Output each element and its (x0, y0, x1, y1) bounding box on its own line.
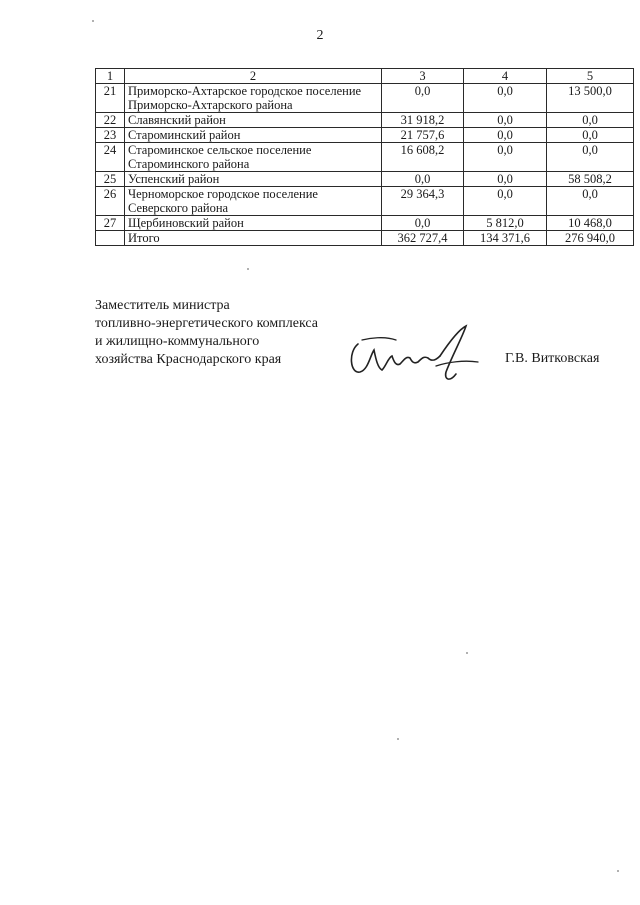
row-value-3: 0,0 (382, 84, 464, 113)
table-row (96, 216, 634, 231)
table-row (96, 113, 634, 128)
row-name-line: Староминский район (128, 128, 241, 142)
row-number: 22 (96, 113, 125, 128)
row-value-3: 0,0 (382, 216, 464, 231)
row-value-4: 0,0 (464, 84, 547, 113)
header-col-2: 2 (125, 69, 382, 84)
row-number: 26 (96, 187, 125, 216)
header-col-3: 3 (382, 69, 464, 84)
row-value-4: 5 812,0 (464, 216, 547, 231)
row-value-3: 16 608,2 (382, 143, 464, 172)
header-col-1: 1 (96, 69, 125, 84)
scan-speck (397, 738, 399, 740)
row-name-line: Славянский район (128, 113, 226, 127)
row-name (125, 187, 382, 216)
row-value-4: 0,0 (464, 143, 547, 172)
row-value-5: 0,0 (547, 187, 634, 216)
table-total-row (96, 231, 634, 246)
row-value-5: 13 500,0 (547, 84, 634, 113)
table-row (96, 128, 634, 143)
row-value-5: 58 508,2 (547, 172, 634, 187)
scan-speck (617, 870, 619, 872)
handwritten-signature (340, 322, 490, 392)
signatory-title-line: топливно-энергетического комплекса (95, 316, 318, 331)
row-value-5: 0,0 (547, 128, 634, 143)
row-name-line: Староминское сельское поселение (128, 143, 312, 157)
row-value-3: 21 757,6 (382, 128, 464, 143)
signatory-title (95, 297, 318, 369)
scan-speck (466, 652, 468, 654)
row-name-line: Успенский район (128, 172, 220, 186)
table-header-row (96, 69, 634, 84)
row-name (125, 113, 382, 128)
total-value-3: 362 727,4 (382, 231, 464, 246)
table-row (96, 172, 634, 187)
allocation-table (95, 68, 634, 246)
row-number: 27 (96, 216, 125, 231)
total-label: Итого (125, 231, 382, 246)
row-number: 25 (96, 172, 125, 187)
signatory-title-line: хозяйства Краснодарского края (95, 352, 282, 367)
row-value-4: 0,0 (464, 113, 547, 128)
row-name (125, 216, 382, 231)
scan-speck (92, 20, 94, 22)
row-name (125, 128, 382, 143)
table-row (96, 143, 634, 172)
row-name-line: Староминского района (128, 157, 250, 171)
row-number: 23 (96, 128, 125, 143)
row-name-line: Приморско-Ахтарского района (128, 98, 293, 112)
row-number: 21 (96, 84, 125, 113)
header-col-5: 5 (547, 69, 634, 84)
scan-speck (247, 268, 249, 270)
signatory-name: Г.В. Витковская (505, 351, 600, 366)
signatory-title-line: и жилищно-коммунального (95, 334, 260, 349)
page-number: 2 (316, 28, 324, 43)
row-name (125, 84, 382, 113)
row-name-line: Щербиновский район (128, 216, 244, 230)
row-value-3: 31 918,2 (382, 113, 464, 128)
row-value-5: 0,0 (547, 113, 634, 128)
row-value-4: 0,0 (464, 187, 547, 216)
table-row (96, 187, 634, 216)
row-value-5: 0,0 (547, 143, 634, 172)
total-value-5: 276 940,0 (547, 231, 634, 246)
row-name-line: Черноморское городское поселение (128, 187, 318, 201)
row-name-line: Приморско-Ахтарское городское поселение (128, 84, 362, 98)
row-value-4: 0,0 (464, 128, 547, 143)
row-number: 24 (96, 143, 125, 172)
row-value-3: 0,0 (382, 172, 464, 187)
row-name (125, 172, 382, 187)
table-row (96, 84, 634, 113)
signatory-title-line: Заместитель министра (95, 298, 230, 313)
row-name (125, 143, 382, 172)
header-col-4: 4 (464, 69, 547, 84)
row-value-3: 29 364,3 (382, 187, 464, 216)
total-value-4: 134 371,6 (464, 231, 547, 246)
row-value-4: 0,0 (464, 172, 547, 187)
row-name-line: Северского района (128, 201, 229, 215)
total-empty-cell (96, 231, 125, 246)
row-value-5: 10 468,0 (547, 216, 634, 231)
